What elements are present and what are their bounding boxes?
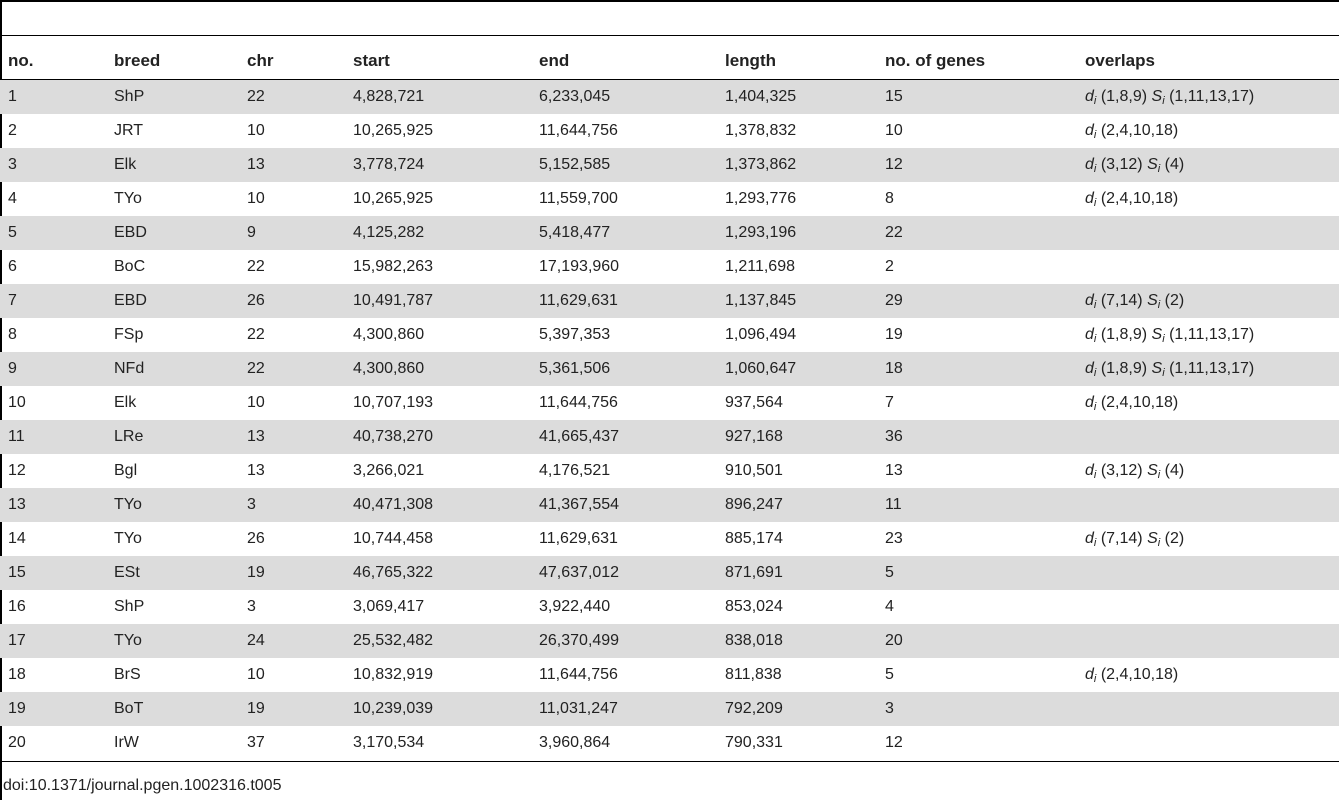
cell-no: 1	[0, 80, 106, 115]
column-header-no: no.	[8, 50, 34, 70]
cell-start: 10,239,039	[345, 692, 531, 726]
cell-no: 18	[8, 666, 26, 683]
d-variable: d	[1085, 121, 1094, 139]
cell-overlaps	[1077, 454, 1339, 488]
d-overlap-list: (7,14)	[1100, 529, 1143, 547]
cell-end: 3,960,864	[539, 734, 611, 751]
cell-start: 10,744,458	[353, 530, 434, 547]
cell-breed: NFd	[106, 352, 239, 386]
cell-overlaps	[1077, 352, 1339, 386]
d-variable: d	[1085, 359, 1094, 377]
cell-breed: BrS	[114, 666, 141, 683]
s-subscript: i	[1162, 332, 1165, 345]
cell-chr: 22	[247, 258, 265, 275]
cell-end: 47,637,012	[531, 556, 717, 590]
cell-chr: 10	[247, 122, 265, 139]
s-variable: S	[1147, 291, 1158, 309]
d-overlap-list: (3,12)	[1100, 461, 1143, 479]
d-overlap-list: (3,12)	[1100, 155, 1143, 173]
cell-start: 4,300,860	[345, 352, 531, 386]
cell-end: 11,559,700	[539, 190, 618, 207]
s-variable: S	[1147, 155, 1158, 173]
cell-end: 6,233,045	[531, 80, 717, 115]
s-overlap-list: (4)	[1164, 461, 1185, 479]
cell-length: 792,209	[717, 692, 877, 726]
cell-no: 8	[8, 326, 17, 343]
data-table	[0, 42, 1339, 760]
cell-overlaps	[1077, 250, 1339, 284]
d-subscript: i	[1093, 196, 1097, 209]
cell-breed: ESt	[106, 556, 239, 590]
cell-genes: 3	[877, 692, 1077, 726]
cell-overlaps	[1077, 590, 1339, 624]
cell-length: 1,211,698	[725, 258, 795, 275]
cell-chr: 37	[247, 734, 265, 751]
cell-genes: 5	[877, 556, 1077, 590]
s-variable: S	[1147, 461, 1158, 479]
cell-length: 927,168	[717, 420, 877, 454]
column-header-start: start	[353, 50, 390, 70]
s-subscript: i	[1157, 298, 1161, 311]
table-row	[0, 692, 1339, 726]
cell-length: 790,331	[725, 734, 783, 751]
cell-overlaps	[1077, 80, 1339, 115]
cell-breed: Bgl	[114, 462, 138, 479]
d-variable: d	[1085, 155, 1094, 173]
cell-genes: 23	[885, 530, 903, 547]
cell-overlaps	[1077, 488, 1339, 522]
cell-length: 1,373,862	[717, 148, 877, 182]
cell-start: 40,738,270	[345, 420, 531, 454]
d-subscript: i	[1093, 366, 1097, 379]
cell-genes: 20	[877, 624, 1077, 658]
cell-breed: TYo	[106, 488, 239, 522]
cell-breed: LRe	[106, 420, 239, 454]
cell-genes: 13	[885, 462, 903, 479]
cell-breed: EBD	[106, 284, 239, 318]
table-row	[0, 114, 1339, 148]
cell-overlaps	[1077, 658, 1339, 692]
s-variable: S	[1147, 529, 1158, 547]
cell-overlaps	[1077, 556, 1339, 590]
cell-genes: 2	[885, 258, 894, 275]
cell-length: 811,838	[725, 666, 782, 683]
cell-length: 838,018	[717, 624, 877, 658]
cell-genes: 18	[877, 352, 1077, 386]
column-header-length: length	[725, 50, 776, 70]
d-subscript: i	[1093, 400, 1097, 413]
cell-chr: 10	[247, 666, 265, 683]
table-row	[0, 352, 1339, 386]
cell-overlaps	[1077, 148, 1339, 182]
table-row	[0, 182, 1339, 216]
cell-length: 1,293,196	[717, 216, 877, 250]
cell-chr: 10	[247, 190, 265, 207]
cell-genes: 19	[885, 326, 903, 343]
d-variable: d	[1085, 393, 1094, 411]
cell-genes: 8	[885, 190, 894, 207]
cell-breed: Elk	[114, 394, 137, 411]
cell-overlaps	[1077, 522, 1339, 556]
cell-start: 25,532,482	[345, 624, 531, 658]
cell-length: 1,060,647	[717, 352, 877, 386]
cell-overlaps	[1077, 386, 1339, 420]
cell-no: 15	[0, 556, 106, 590]
s-overlap-list: (2)	[1164, 291, 1185, 309]
cell-overlaps	[1077, 624, 1339, 658]
cell-no: 3	[0, 148, 106, 182]
s-overlap-list: (4)	[1164, 155, 1185, 173]
cell-no: 11	[0, 420, 106, 454]
table-row	[0, 488, 1339, 522]
table-row	[0, 80, 1339, 115]
cell-start: 10,265,925	[353, 190, 434, 207]
cell-no: 17	[0, 624, 106, 658]
cell-start: 3,170,534	[353, 734, 425, 751]
cell-no: 16	[8, 598, 26, 615]
column-header-genes: no. of genes	[885, 50, 986, 70]
cell-no: 19	[0, 692, 106, 726]
cell-end: 11,644,756	[539, 394, 618, 411]
s-subscript: i	[1162, 366, 1165, 379]
cell-genes: 29	[877, 284, 1077, 318]
cell-start: 46,765,322	[345, 556, 531, 590]
d-variable: d	[1085, 87, 1094, 105]
cell-length: 885,174	[725, 530, 783, 547]
cell-chr: 3	[239, 488, 345, 522]
cell-length: 896,247	[717, 488, 877, 522]
cell-overlaps	[1077, 114, 1339, 148]
cell-end: 17,193,960	[539, 258, 620, 275]
cell-breed: EBD	[106, 216, 239, 250]
s-subscript: i	[1157, 162, 1161, 175]
cell-no: 7	[0, 284, 106, 318]
cell-genes: 7	[885, 394, 894, 411]
cell-overlaps	[1077, 182, 1339, 216]
s-overlap-list: (1,11,13,17)	[1169, 87, 1255, 105]
d-variable: d	[1085, 325, 1094, 343]
column-header-breed: breed	[114, 50, 161, 70]
cell-chr: 10	[247, 394, 265, 411]
cell-chr: 24	[239, 624, 345, 658]
d-variable: d	[1085, 461, 1094, 479]
cell-end: 11,644,756	[539, 666, 618, 683]
cell-chr: 19	[239, 692, 345, 726]
table-row	[0, 454, 1339, 488]
cell-end: 41,367,554	[531, 488, 717, 522]
d-subscript: i	[1093, 162, 1097, 175]
d-subscript: i	[1093, 298, 1097, 311]
cell-start: 3,778,724	[345, 148, 531, 182]
cell-length: 1,096,494	[725, 326, 797, 343]
table-row	[0, 148, 1339, 182]
cell-overlaps	[1077, 692, 1339, 726]
cell-breed: TYo	[114, 190, 142, 207]
table-row	[0, 590, 1339, 624]
cell-genes: 36	[877, 420, 1077, 454]
table-row	[0, 386, 1339, 420]
cell-breed: TYo	[106, 624, 239, 658]
cell-start: 10,707,193	[353, 394, 434, 411]
cell-length: 1,137,845	[717, 284, 877, 318]
cell-overlaps	[1077, 284, 1339, 318]
cell-genes: 5	[885, 666, 894, 683]
d-overlap-list: (2,4,10,18)	[1100, 189, 1179, 207]
cell-chr: 13	[239, 148, 345, 182]
column-header-overlaps: overlaps	[1085, 50, 1155, 70]
cell-overlaps	[1077, 318, 1339, 352]
cell-end: 4,176,521	[539, 462, 611, 479]
column-header-end: end	[539, 50, 570, 70]
column-header-chr: chr	[247, 50, 274, 70]
cell-end: 3,922,440	[539, 598, 611, 615]
d-variable: d	[1085, 189, 1094, 207]
doi-caption: doi:10.1371/journal.pgen.1002316.t005	[3, 777, 282, 794]
cell-start: 10,832,919	[353, 666, 434, 683]
s-variable: S	[1151, 325, 1163, 343]
s-overlap-list: (2)	[1164, 529, 1185, 547]
d-variable: d	[1085, 291, 1094, 309]
cell-start: 4,300,860	[353, 326, 425, 343]
cell-length: 910,501	[725, 462, 783, 479]
d-overlap-list: (7,14)	[1100, 291, 1143, 309]
cell-start: 3,069,417	[353, 598, 425, 615]
cell-no: 12	[8, 462, 26, 479]
cell-end: 11,031,247	[531, 692, 717, 726]
cell-breed: JRT	[114, 122, 144, 139]
cell-overlaps	[1077, 420, 1339, 454]
d-overlap-list: (1,8,9)	[1100, 325, 1148, 343]
table-row	[0, 658, 1339, 692]
d-overlap-list: (2,4,10,18)	[1100, 665, 1179, 683]
cell-start: 15,982,263	[353, 258, 434, 275]
top-rule	[0, 0, 1339, 2]
cell-chr: 19	[239, 556, 345, 590]
cell-start: 4,828,721	[345, 80, 531, 115]
cell-end: 5,397,353	[539, 326, 611, 343]
cell-chr: 13	[247, 462, 265, 479]
table-row	[0, 726, 1339, 760]
cell-no: 2	[8, 122, 17, 139]
cell-no: 20	[8, 734, 26, 751]
bottom-rule	[0, 761, 1339, 762]
s-variable: S	[1151, 359, 1163, 377]
cell-length: 1,293,776	[725, 190, 797, 207]
cell-breed: TYo	[114, 530, 142, 547]
s-variable: S	[1151, 87, 1163, 105]
cell-start: 4,125,282	[345, 216, 531, 250]
cell-no: 13	[0, 488, 106, 522]
cell-start: 10,491,787	[345, 284, 531, 318]
d-overlap-list: (2,4,10,18)	[1100, 121, 1179, 139]
cell-length: 1,404,325	[717, 80, 877, 115]
cell-end: 26,370,499	[531, 624, 717, 658]
cell-genes: 12	[877, 148, 1077, 182]
d-overlap-list: (1,8,9)	[1100, 359, 1148, 377]
table-row	[0, 556, 1339, 590]
d-subscript: i	[1093, 468, 1097, 481]
d-variable: d	[1085, 665, 1094, 683]
cell-end: 5,418,477	[531, 216, 717, 250]
d-overlap-list: (1,8,9)	[1100, 87, 1148, 105]
cell-chr: 13	[239, 420, 345, 454]
cell-end: 11,629,631	[539, 530, 618, 547]
s-subscript: i	[1162, 94, 1165, 107]
table-row	[0, 284, 1339, 318]
cell-genes: 15	[877, 80, 1077, 115]
cell-breed: IrW	[114, 734, 139, 751]
cell-start: 3,266,021	[353, 462, 425, 479]
d-variable: d	[1085, 529, 1094, 547]
cell-genes: 11	[877, 488, 1077, 522]
cell-no: 9	[0, 352, 106, 386]
cell-breed: BoT	[106, 692, 239, 726]
table-row	[0, 420, 1339, 454]
cell-breed: FSp	[114, 326, 144, 343]
cell-end: 11,629,631	[531, 284, 717, 318]
cell-length: 1,378,832	[725, 122, 797, 139]
cell-chr: 22	[247, 326, 265, 343]
cell-breed: ShP	[114, 598, 145, 615]
cell-chr: 26	[239, 284, 345, 318]
d-subscript: i	[1093, 536, 1097, 549]
cell-genes: 22	[877, 216, 1077, 250]
d-subscript: i	[1093, 94, 1097, 107]
table-header-row	[0, 42, 1339, 80]
s-subscript: i	[1157, 468, 1161, 481]
table-row	[0, 318, 1339, 352]
cell-overlaps	[1077, 726, 1339, 760]
cell-start: 10,265,925	[353, 122, 434, 139]
cell-length: 871,691	[717, 556, 877, 590]
s-overlap-list: (1,11,13,17)	[1169, 325, 1255, 343]
s-subscript: i	[1157, 536, 1161, 549]
cell-chr: 3	[247, 598, 256, 615]
cell-length: 937,564	[725, 394, 783, 411]
table-row	[0, 624, 1339, 658]
cell-overlaps	[1077, 216, 1339, 250]
s-overlap-list: (1,11,13,17)	[1169, 359, 1255, 377]
cell-end: 5,152,585	[531, 148, 717, 182]
cell-genes: 10	[885, 122, 903, 139]
cell-chr: 22	[239, 80, 345, 115]
cell-no: 6	[8, 258, 17, 275]
cell-genes: 12	[885, 734, 903, 751]
cell-no: 10	[8, 394, 26, 411]
cell-breed: Elk	[106, 148, 239, 182]
cell-chr: 22	[239, 352, 345, 386]
d-overlap-list: (2,4,10,18)	[1100, 393, 1179, 411]
cell-chr: 26	[247, 530, 265, 547]
cell-no: 5	[0, 216, 106, 250]
cell-start: 40,471,308	[345, 488, 531, 522]
d-subscript: i	[1093, 332, 1097, 345]
header-top-rule	[0, 35, 1339, 36]
cell-no: 4	[8, 190, 17, 207]
table-row	[0, 522, 1339, 556]
d-subscript: i	[1093, 128, 1097, 141]
cell-end: 5,361,506	[531, 352, 717, 386]
table-body	[0, 80, 1339, 761]
cell-breed: BoC	[114, 258, 146, 275]
cell-end: 41,665,437	[531, 420, 717, 454]
d-subscript: i	[1093, 672, 1097, 685]
cell-length: 853,024	[725, 598, 783, 615]
cell-no: 14	[8, 530, 26, 547]
cell-breed: ShP	[106, 80, 239, 115]
cell-chr: 9	[239, 216, 345, 250]
cell-genes: 4	[885, 598, 894, 615]
table-row	[0, 216, 1339, 250]
table-row	[0, 250, 1339, 284]
cell-end: 11,644,756	[539, 122, 618, 139]
